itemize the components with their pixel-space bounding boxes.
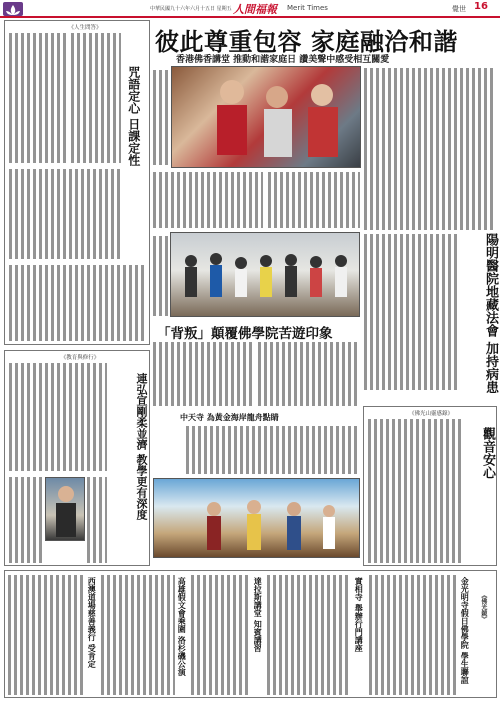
photo-caption-2: [153, 236, 168, 316]
edu-text-2: [9, 477, 43, 563]
family-day-photo: [171, 66, 361, 168]
edu-text-3: [87, 477, 107, 563]
life-qa-box: [4, 20, 150, 345]
brand-name: 人間福報: [233, 3, 277, 16]
teacher-photo: [45, 477, 85, 541]
life-qa-title: 咒語定心 日課定性: [126, 66, 141, 167]
photo-caption-1: [153, 70, 169, 165]
foguang-title: 觀音安心: [480, 427, 495, 479]
life-qa-text-2: [71, 33, 121, 163]
edu-tag: 《教育與修行》: [60, 355, 100, 361]
bottom-title-5: 金光明寺假日佛學院 學生聯誼: [460, 577, 471, 684]
yangming-text: [364, 234, 460, 390]
foguang-text-1: [368, 419, 464, 563]
main-subtitle: 香港佛香講堂 推動和諧家庭日 讚美聲中感受相互關愛: [176, 55, 390, 65]
life-qa-tag: 《人生問答》: [68, 25, 102, 31]
bottom-text-3: [191, 575, 251, 695]
zhongtian-caption: 中天寺 為黃金海岸龍舟點睛: [180, 412, 279, 422]
edu-box: [4, 350, 150, 566]
rebel-text-1: [153, 342, 253, 406]
bottom-tag-5: 《佛光鏡》: [479, 592, 487, 622]
yangming-title: 陽明醫院地藏法會 加持病患: [483, 233, 498, 394]
section-name: 覺世: [452, 5, 466, 13]
foguang-box: [363, 406, 497, 566]
edu-title: 連弘宣剛柔並濟 教學更有深度: [135, 373, 148, 520]
dragon-boat-photo: [153, 478, 360, 558]
life-qa-text-1: [9, 33, 67, 163]
issue-date: 中華民國九十六年六月十五日 星期五: [150, 6, 232, 12]
edu-text-1: [9, 363, 107, 471]
life-qa-text-4: [9, 265, 147, 341]
lotus-logo-icon: [3, 2, 23, 16]
rebel-text-2: [258, 342, 360, 406]
bottom-text-1: [8, 575, 84, 695]
students-photo: [170, 232, 360, 317]
masthead: [0, 0, 500, 18]
bottom-title-3: 達拉斯講堂 知賓講習: [253, 577, 264, 652]
bottom-text-4: [267, 575, 351, 695]
bottom-text-2: [101, 575, 175, 695]
main-headline: 彼此尊重包容 家庭融洽和諧: [155, 27, 458, 56]
main-text-a: [153, 172, 263, 228]
bottom-title-2: 高雄假文會乘圍 洛杉磯公演: [177, 577, 188, 676]
brand-en: Merit Times: [287, 4, 328, 12]
life-qa-text-3: [9, 169, 121, 259]
page-number: 16: [474, 1, 488, 12]
bottom-title-1: 西澳道場慈善義行 受肯定: [87, 577, 98, 668]
rebel-headline: 「背叛」顛覆佛學院苦遊印象: [157, 326, 333, 342]
bottom-title-4: 實相寺 舉辦行門講座: [354, 577, 365, 652]
main-text-b: [268, 172, 360, 228]
bottom-row: [4, 570, 497, 698]
zhongtian-text: [186, 426, 360, 474]
main-text-right: [364, 68, 496, 230]
bottom-text-5: [369, 575, 457, 695]
foguang-tag: 《佛光山靈感錄》: [408, 411, 453, 417]
